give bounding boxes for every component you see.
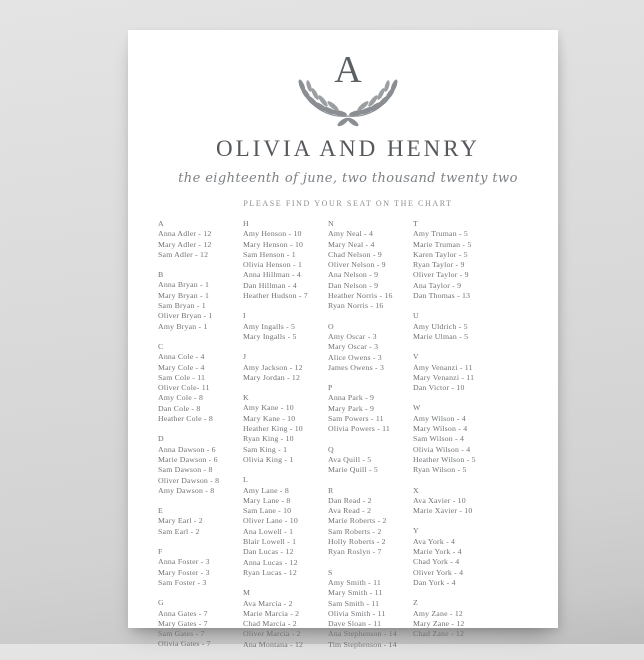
guest-entry: Mary Gates - 7 (158, 618, 208, 628)
guest-entry: Oliver Taylor - 9 (413, 270, 469, 280)
guest-entry: Olivia Wilson - 4 (413, 444, 471, 454)
guest-entry: Ryan Lucas - 12 (243, 567, 298, 577)
guest-entry: Anna Park - 9 (328, 393, 375, 403)
guest-entry: Mary Jordan - 12 (243, 372, 301, 382)
section-letter: N (328, 219, 334, 228)
guest-entry: Ana Taylor - 9 (413, 280, 462, 290)
section-letter: Z (413, 598, 419, 608)
guest-entry: Olivia Henson - 1 (243, 260, 303, 270)
section-letter: O (328, 321, 334, 331)
wedding-date-script: the eighteenth of june, two thousand twenty two (178, 171, 518, 186)
guest-entry: Mary Wilson - 4 (413, 424, 468, 434)
guest-entry: Ryan Norris - 16 (328, 301, 384, 311)
guest-entry: Marie Roberts - 2 (328, 516, 387, 526)
guest-entry: Dan Thomas - 13 (413, 291, 471, 301)
guest-entry: Sam Dawson - 8 (158, 465, 213, 475)
section-letter: M (243, 588, 251, 598)
guest-entry: Marie Ulman - 5 (413, 331, 469, 341)
guest-entry: Anna Lucas - 12 (243, 557, 298, 567)
guest-entry: Karen Taylor - 5 (413, 249, 468, 259)
monogram-letter: A (334, 49, 362, 91)
letter-section-K (243, 393, 321, 465)
letter-section-T (413, 219, 491, 301)
guest-entry: Olivia Powers - 11 (328, 424, 390, 434)
guest-entry: Anna Gates - 7 (158, 608, 208, 618)
guest-entry: Amy Ingalls - 5 (243, 321, 296, 331)
letter-section-I (243, 311, 321, 342)
poster-content (158, 44, 538, 660)
guest-entry: Oliver Lane - 10 (243, 516, 298, 526)
guest-entry: Oliver Cole- 11 (158, 383, 210, 393)
guest-entry: Alice Owens - 3 (328, 352, 382, 362)
section-letter: J (243, 352, 247, 362)
guest-entry: Sam Bryan - 1 (158, 301, 206, 311)
letter-section-E (158, 506, 236, 537)
letter-section-G (158, 598, 236, 649)
guest-entry: Amy Wilson - 4 (413, 413, 466, 423)
letter-section-V (413, 352, 491, 393)
guest-entry: Marie Xavier - 10 (413, 506, 473, 516)
guest-entry: Heather Cole - 8 (158, 414, 213, 424)
guest-entry: Amy Lane - 8 (243, 485, 289, 495)
guest-entry: Sam Adler - 12 (158, 249, 209, 259)
guest-entry: Ana Nelson - 9 (328, 270, 379, 280)
section-letter: W (413, 403, 421, 413)
guest-entry: Olivia Gates - 7 (158, 639, 211, 649)
guest-column-3 (328, 219, 406, 660)
guest-entry: Ryan King - 10 (243, 434, 294, 444)
section-letter: L (243, 475, 249, 485)
guest-entry: Ava York - 4 (413, 536, 456, 546)
guest-entry: Holly Roberts - 2 (328, 537, 386, 547)
guest-columns (158, 219, 538, 660)
guest-entry: Amy Smith - 11 (328, 577, 381, 587)
letter-section-N (328, 219, 406, 312)
section-letter: V (413, 352, 419, 362)
guest-entry: Amy Neal - 4 (328, 229, 374, 239)
guest-entry: Sam Wilson - 4 (413, 434, 465, 444)
laurel-monogram-icon (273, 44, 423, 132)
guest-entry: Ryan Roslyn - 7 (328, 547, 382, 557)
letter-section-L (243, 475, 321, 578)
letter-section-F (158, 547, 236, 588)
letter-section-X (413, 486, 491, 517)
guest-entry: Amy Uldrich - 5 (413, 321, 468, 331)
guest-entry: Anna Foster - 3 (158, 557, 210, 567)
monogram-crest (158, 44, 538, 132)
section-letter: G (158, 598, 164, 608)
guest-entry: Sam Lane - 10 (243, 506, 292, 516)
letter-section-J (243, 352, 321, 383)
section-letter: K (243, 393, 249, 403)
letter-section-Q (328, 445, 406, 476)
guest-entry: Amy Cole - 8 (158, 393, 204, 403)
letter-section-P (328, 383, 406, 434)
guest-entry: Amy Kane - 10 (243, 403, 294, 413)
guest-entry: Anna Dawson - 6 (158, 444, 216, 454)
letter-section-S (328, 568, 406, 650)
guest-entry: Dan Victor - 10 (413, 383, 465, 393)
guest-entry: Sam Earl - 2 (158, 526, 200, 536)
guest-entry: Oliver Bryan - 1 (158, 311, 213, 321)
section-letter: U (413, 311, 419, 321)
guest-entry: Dan York - 4 (413, 577, 456, 587)
guest-entry: Marie Marcia - 2 (243, 608, 300, 618)
guest-column-2 (243, 219, 321, 660)
guest-entry: Anna Bryan - 1 (158, 280, 210, 290)
guest-entry: Chad Marcia - 2 (243, 619, 297, 629)
letter-section-M (243, 588, 321, 650)
guest-entry: Anna Hillman - 4 (243, 270, 301, 280)
guest-entry: Tim Stephenson - 14 (328, 639, 397, 649)
section-letter: X (413, 485, 419, 495)
letter-section-C (158, 342, 236, 424)
guest-entry: Heather Wilson - 5 (413, 454, 476, 464)
guest-entry: Mary Zane - 12 (413, 618, 465, 628)
section-letter: C (158, 341, 164, 351)
guest-entry: Mary Park - 9 (328, 403, 375, 413)
guest-entry: Ana Stephenson - 14 (328, 629, 397, 639)
guest-entry: Amy Oscar - 3 (328, 331, 377, 341)
guest-entry: Ava Read - 2 (328, 506, 372, 516)
section-letter: S (328, 567, 333, 577)
guest-entry: Amy Truman - 5 (413, 229, 469, 239)
section-letter: P (328, 383, 333, 393)
guest-entry: Marie York - 4 (413, 547, 462, 557)
guest-entry: Ryan Taylor - 9 (413, 260, 465, 270)
letter-section-U (413, 311, 491, 342)
guest-entry: Amy Zane - 12 (413, 608, 464, 618)
guest-entry: Blair Lowell - 1 (243, 537, 297, 547)
guest-entry: Mary Adler - 12 (158, 239, 212, 249)
guest-entry: Marie Truman - 5 (413, 239, 472, 249)
guest-entry: Oliver Nelson - 9 (328, 260, 386, 270)
guest-entry: Mary Foster - 3 (158, 567, 210, 577)
guest-entry: Ana Montana - 12 (243, 639, 304, 649)
guest-entry: Mary Bryan - 1 (158, 290, 210, 300)
guest-entry: Ryan Wilson - 5 (413, 465, 467, 475)
section-letter: E (158, 506, 164, 516)
guest-entry: Sam Henson - 1 (243, 249, 296, 259)
guest-entry: Heather Norris - 16 (328, 291, 393, 301)
guest-entry: Sam Powers - 11 (328, 414, 384, 424)
guest-entry: Mary Cole - 4 (158, 362, 205, 372)
guest-entry: Ava Marcia - 2 (243, 598, 293, 608)
guest-entry: Sam Cole - 11 (158, 372, 206, 382)
section-letter: F (158, 547, 163, 557)
section-letter: H (243, 219, 249, 228)
letter-section-Y (413, 526, 491, 588)
guest-entry: Dan Hillman - 4 (243, 280, 297, 290)
guest-entry: Ana Lowell - 1 (243, 526, 294, 536)
guest-entry: Amy Henson - 10 (243, 229, 302, 239)
guest-column-4 (413, 219, 491, 660)
guest-entry: Mary Kane - 10 (243, 413, 296, 423)
guest-entry: Mary Venanzi - 11 (413, 372, 475, 382)
guest-entry: Sam Gates - 7 (158, 629, 205, 639)
letter-section-O (328, 322, 406, 373)
guest-entry: Mary Lane - 8 (243, 495, 291, 505)
guest-entry: Chad Nelson - 9 (328, 249, 382, 259)
guest-entry: Chad Zane - 12 (413, 629, 465, 639)
guest-entry: Oliver York - 4 (413, 567, 464, 577)
couple-names-title: OLIVIA AND HENRY (216, 136, 480, 161)
section-letter: Y (413, 526, 419, 536)
guest-entry: Mary Oscar - 3 (328, 342, 379, 352)
guest-entry: Sam Foster - 3 (158, 577, 207, 587)
guest-entry: Dan Lucas - 12 (243, 547, 294, 557)
guest-entry: Olivia King - 1 (243, 454, 294, 464)
guest-entry: Anna Cole - 4 (158, 352, 205, 362)
guest-entry: Mary Earl - 2 (158, 516, 203, 526)
section-letter: T (413, 219, 419, 228)
letter-section-R (328, 486, 406, 558)
guest-entry: Mary Smith - 11 (328, 588, 383, 598)
guest-entry: Amy Bryan - 1 (158, 321, 208, 331)
guest-entry: Olivia Smith - 11 (328, 608, 386, 618)
letter-section-A (158, 219, 236, 260)
guest-column-1 (158, 219, 236, 660)
guest-entry: Marie Dawson - 6 (158, 454, 218, 464)
guest-entry: Ava Xavier - 10 (413, 495, 466, 505)
guest-entry: Dan Nelson - 9 (328, 280, 379, 290)
guest-entry: Ava Quill - 5 (328, 454, 372, 464)
guest-entry: Mary Ingalls - 5 (243, 331, 297, 341)
guest-entry: Heather Hudson - 7 (243, 291, 308, 301)
guest-entry: Dave Sloan - 11 (328, 619, 382, 629)
guest-entry: Oliver Marcia - 2 (243, 629, 301, 639)
section-letter: R (328, 485, 334, 495)
guest-entry: Mary Henson - 10 (243, 239, 304, 249)
guest-entry: Amy Jackson - 12 (243, 362, 303, 372)
section-letter: B (158, 270, 164, 280)
guest-entry: Amy Venanzi - 11 (413, 362, 473, 372)
letter-section-W (413, 403, 491, 475)
guest-entry: Dan Cole - 8 (158, 403, 201, 413)
section-letter: D (158, 434, 164, 444)
letter-section-Z (413, 598, 491, 639)
guest-entry: Marie Quill - 5 (328, 465, 378, 475)
guest-entry: Mary Neal - 4 (328, 239, 375, 249)
guest-entry: Sam King - 1 (243, 444, 288, 454)
guest-entry: James Owens - 3 (328, 362, 385, 372)
guest-entry: Oliver Dawson - 8 (158, 475, 220, 485)
letter-section-B (158, 270, 236, 332)
seat-instruction-text: PLEASE FIND YOUR SEAT ON THE CHART (243, 199, 453, 208)
section-letter: I (243, 311, 246, 321)
guest-entry: Chad York - 4 (413, 557, 460, 567)
letter-section-D (158, 434, 236, 496)
seating-chart-poster (128, 30, 558, 649)
guest-entry: Sam Smith - 11 (328, 598, 380, 608)
guest-entry: Amy Dawson - 8 (158, 485, 215, 495)
guest-entry: Dan Read - 2 (328, 495, 372, 505)
guest-entry: Sam Roberts - 2 (328, 526, 382, 536)
guest-entry: Heather King - 10 (243, 424, 303, 434)
guest-entry: Anna Adler - 12 (158, 229, 212, 239)
section-letter: Q (328, 444, 334, 454)
letter-section-H (243, 219, 321, 301)
section-letter: A (158, 219, 164, 228)
